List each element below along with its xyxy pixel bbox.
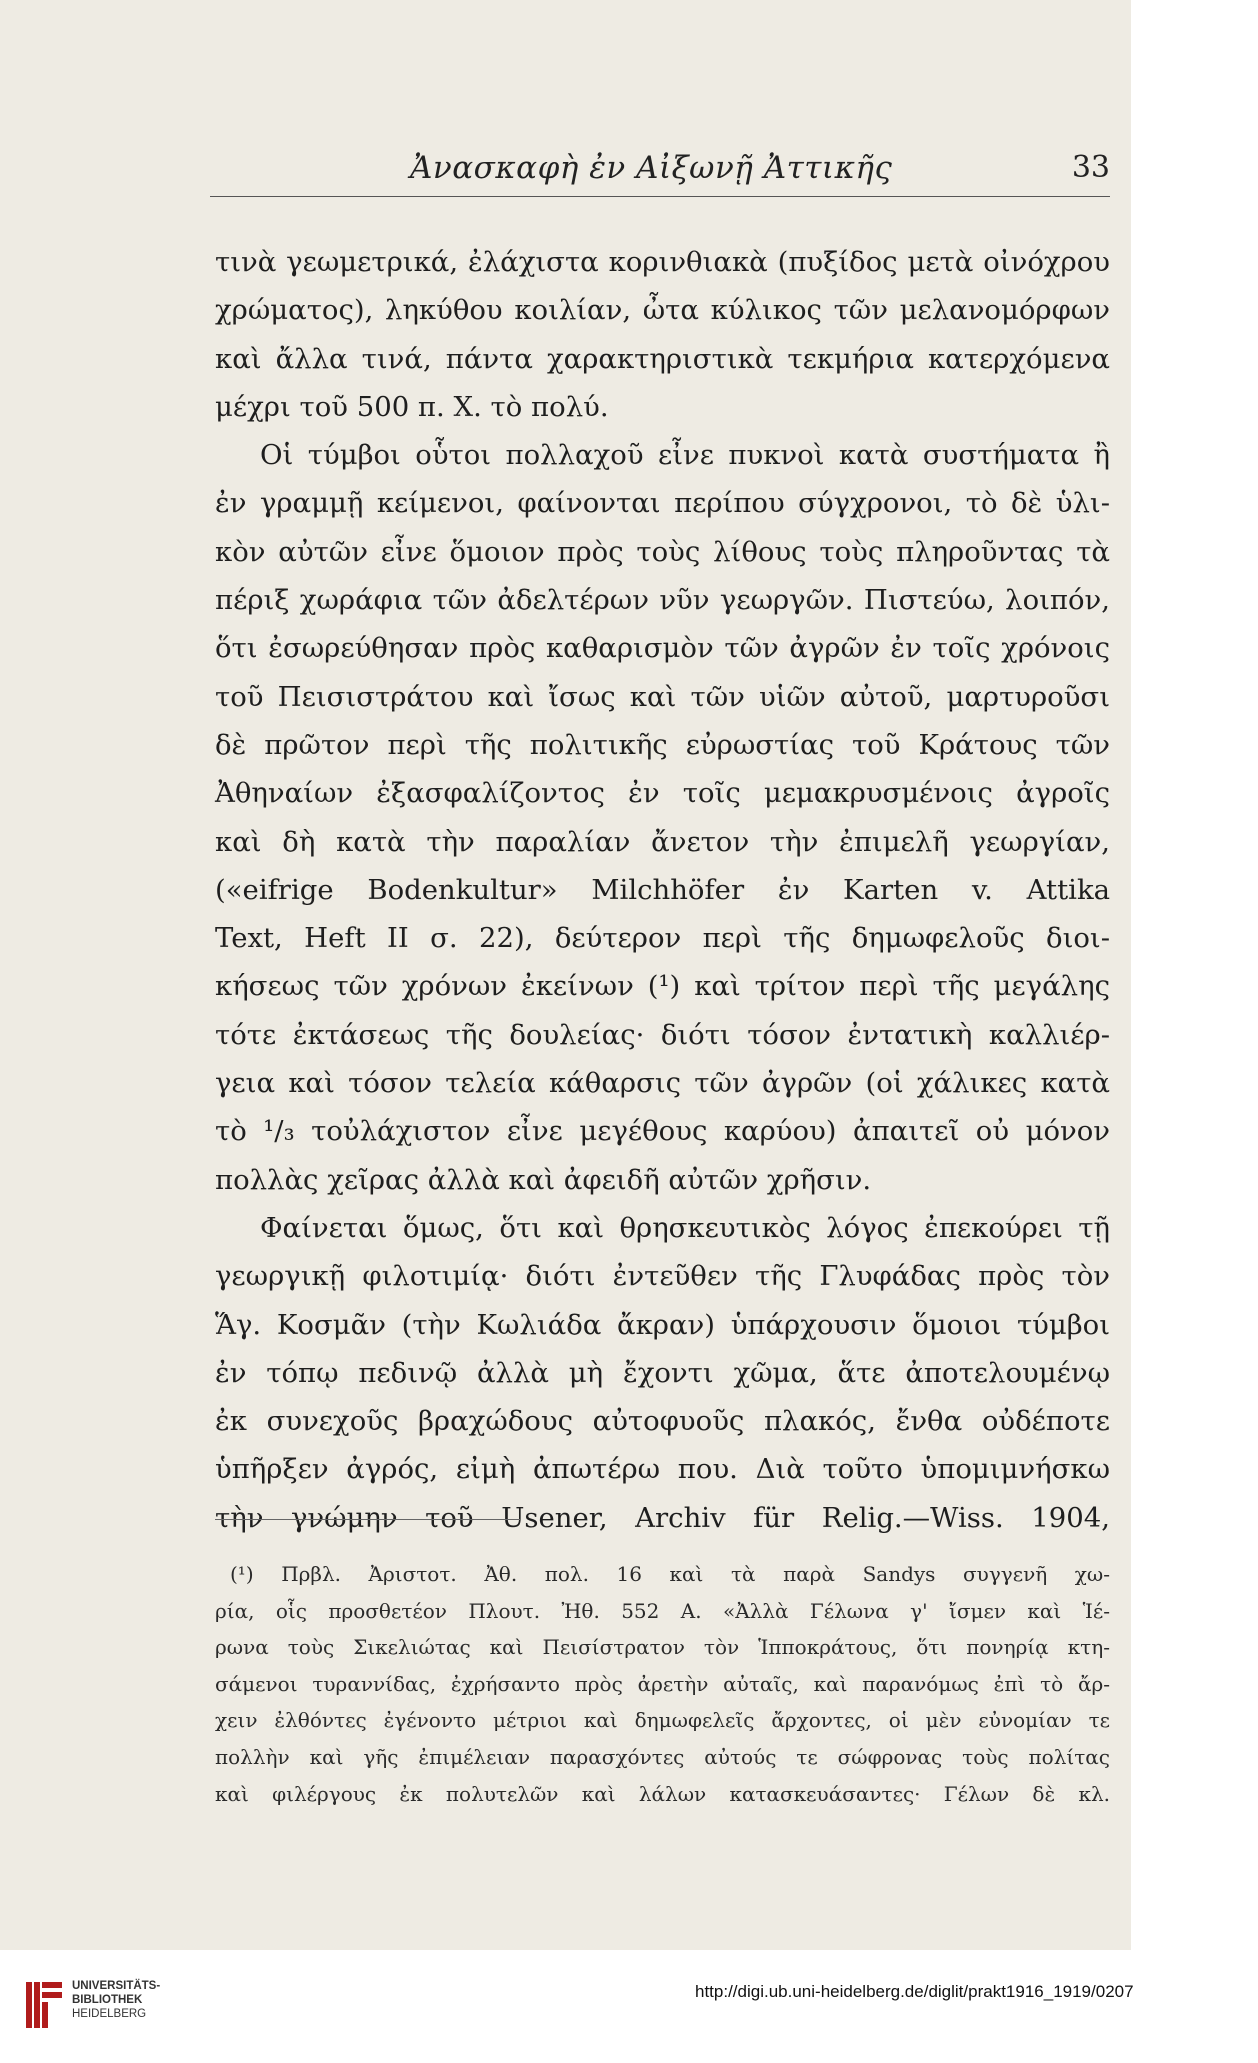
- footer-bar: [0, 1950, 1258, 2063]
- logo-line-3: HEIDELBERG: [72, 2008, 147, 2020]
- body-line: («eifrige Bodenkultur» Milchhöfer ἐν Karten v. Attika: [215, 873, 1110, 906]
- body-line: καὶ δὴ κατὰ τὴν παραλίαν ἄνετον τὴν ἐπιμελῆ γεωργίαν,: [215, 825, 1110, 858]
- body-line: ὑπῆρξεν ἀγρός, εἰμὴ ἀπωτέρω που. Διὰ τοῦτο ὑπομιμνήσκω: [215, 1453, 1110, 1486]
- footnote-line: χειν ἐλθόντες ἐγένοντο μέτριοι καὶ δημωφελεῖς ἄρχοντες, οἱ μὲν εὐνομίαν τε: [215, 1708, 1110, 1733]
- body-line: τὴν γνώμην τοῦ Usener, Archiv für Relig.—Wiss. 1904,: [215, 1501, 1110, 1534]
- body-line: Ἀθηναίων ἐξασφαλίζοντος ἐν τοῖς μεμακρυσμένοις ἀγροῖς: [215, 777, 1110, 810]
- logo-line-2: BIBLIOTHEK: [72, 1994, 143, 2006]
- body-line: χρώματος), ληκύθου κοιλίαν, ὦτα κύλικος τῶν μελανομόρφων: [215, 294, 1110, 327]
- footnote-line: πολλὴν καὶ γῆς ἐπιμέλειαν παρασχόντες αὐτούς τε σώφρονας τοὺς πολίτας: [215, 1744, 1110, 1769]
- body-line: Text, Heft II σ. 22), δεύτερον περὶ τῆς δημωφελοῦς διοι-: [215, 922, 1110, 955]
- body-line: ἐν γραμμῇ κείμενοι, φαίνονται περίπου σύγχρονοι, τὸ δὲ ὑλι-: [215, 487, 1110, 520]
- footnote-line: ρία, οἷς προσθετέον Πλουτ. Ἠθ. 552 A. «Ἀλλὰ Γέλωνα γ' ἴσμεν καὶ Ἱέ-: [215, 1598, 1110, 1623]
- header-rule: [210, 196, 1110, 197]
- body-line: πέριξ χωράφια τῶν ἀδελτέρων νῦν γεωργῶν. Πιστεύω, λοιπόν,: [215, 584, 1110, 617]
- footnote-line: (¹) Πρβλ. Ἀριστοτ. Ἀθ. πολ. 16 καὶ τὰ παρὰ Sandys συγγενῆ χω-: [230, 1562, 1110, 1586]
- body-line: καὶ ἄλλα τινά, πάντα χαρακτηριστικὰ τεκμήρια κατερχόμενα: [215, 342, 1110, 375]
- body-line: Ἅγ. Κοσμᾶν (τὴν Κωλιάδα ἄκραν) ὑπάρχουσιν ὅμοιοι τύμβοι: [215, 1308, 1110, 1341]
- source-url-link[interactable]: http://digi.ub.uni-heidelberg.de/diglit/prakt1916_1919/0207: [695, 1982, 1134, 2001]
- body-line: Φαίνεται ὅμως, ὅτι καὶ θρησκευτικὸς λόγος ἐπεκούρει τῇ: [260, 1211, 1110, 1244]
- body-line: κήσεως τῶν χρόνων ἐκείνων (¹) καὶ τρίτον περὶ τῆς μεγάλης: [215, 970, 1110, 1003]
- page-margin: [1131, 0, 1258, 2063]
- body-line: ἐν τόπῳ πεδινῷ ἀλλὰ μὴ ἔχοντι χῶμα, ἅτε ἀποτελουμένῳ: [215, 1356, 1110, 1389]
- body-line: Οἱ τύμβοι οὗτοι πολλαχοῦ εἶνε πυκνοὶ κατὰ συστήματα ἢ: [260, 439, 1110, 472]
- body-line: δὲ πρῶτον περὶ τῆς πολιτικῆς εὐρωστίας τοῦ Κράτους τῶν: [215, 728, 1110, 761]
- logo-line-1: UNIVERSITÄTS-: [72, 1980, 161, 1992]
- body-line: γεια καὶ τόσον τελεία κάθαρσις τῶν ἀγρῶν (οἱ χάλικες κατὰ: [215, 1067, 1110, 1100]
- body-line: τὸ ¹/₃ τοὐλάχιστον εἶνε μεγέθους καρύου) ἀπαιτεῖ οὐ μόνον: [215, 1115, 1110, 1148]
- footnote-line: σάμενοι τυραννίδας, ἐχρήσαντο πρὸς ἀρετὴν αὐταῖς, καὶ παρανόμως ἐπὶ τὸ ἄρ-: [215, 1671, 1110, 1696]
- body-line: ὅτι ἐσωρεύθησαν πρὸς καθαρισμὸν τῶν ἀγρῶν ἐν τοῖς χρόνοις: [215, 632, 1110, 665]
- body-line: τότε ἐκτάσεως τῆς δουλείας· διότι τόσον ἐντατικὴ καλλιέρ-: [215, 1018, 1110, 1051]
- page-number: 33: [1071, 150, 1110, 185]
- library-logo-text: [72, 1979, 160, 2021]
- body-line: ἐκ συνεχοῦς βραχώδους αὐτοφυοῦς πλακός, ἔνθα οὐδέποτε: [215, 1405, 1110, 1438]
- library-logo-icon: [24, 1980, 64, 2030]
- body-line: πολλὰς χεῖρας ἀλλὰ καὶ ἀφειδῆ αὐτῶν χρῆσιν.: [215, 1163, 872, 1196]
- footnote-line: καὶ φιλέργους ἐκ πολυτελῶν καὶ λάλων κατασκευάσαντες· Γέλων δὲ κλ.: [215, 1781, 1110, 1806]
- body-text: [215, 238, 1110, 1542]
- body-line: μέχρι τοῦ 500 π. Χ. τὸ πολύ.: [215, 390, 609, 423]
- body-line: κὸν αὐτῶν εἶνε ὅμοιον πρὸς τοὺς λίθους τοὺς πληροῦντας τὰ: [215, 535, 1110, 568]
- body-line: γεωργικῇ φιλοτιμίᾳ· διότι ἐντεῦθεν τῆς Γλυφάδας πρὸς τὸν: [215, 1260, 1110, 1293]
- footnote-rule: [215, 1519, 520, 1520]
- running-head: [210, 150, 1110, 196]
- running-head-title: Ἀνασκαφὴ ἐν Αἰξωνῇ Ἀττικῆς: [410, 150, 893, 186]
- body-line: τοῦ Πεισιστράτου καὶ ἴσως καὶ τῶν υἱῶν αὐτοῦ, μαρτυροῦσι: [215, 680, 1110, 713]
- footnote-line: ρωνα τοὺς Σικελιώτας καὶ Πεισίστρατον τὸν Ἱπποκράτους, ὅτι πονηρίᾳ κτη-: [215, 1635, 1110, 1660]
- footnotes: [215, 1556, 1110, 1812]
- body-line: τινὰ γεωμετρικά, ἐλάχιστα κορινθιακὰ (πυξίδος μετὰ οἰνόχρου: [215, 246, 1110, 278]
